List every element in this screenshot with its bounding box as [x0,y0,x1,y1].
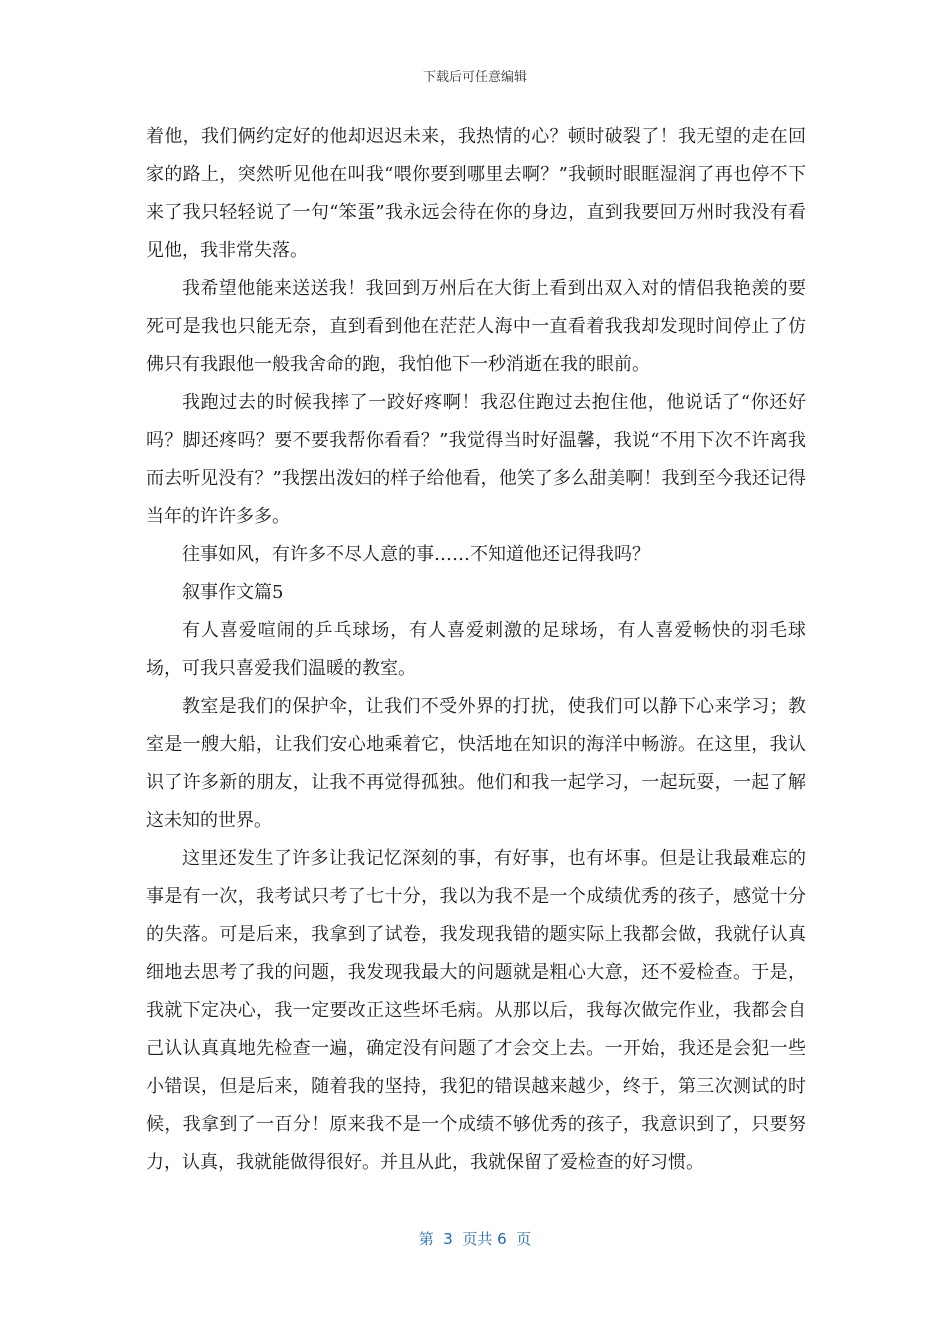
paragraph-4: 往事如风，有许多不尽人意的事……不知道他还记得我吗？ [182,544,650,565]
paragraph-2: 我希望他能来送送我！我回到万州后在大街上看到出双入对的情侣我艳羡的要死可是我也只能无奈，直到看到他在茫茫人海中一直看着我我却发现时间停止了仿佛只有我跟他一般我舍命的跑，我怕他下一秒消逝在我的眼前。 [146,278,806,375]
document-body [146,118,806,1182]
paragraph-1: 着他，我们俩约定好的他却迟迟未来，我热情的心？顿时破裂了！我无望的走在回家的路上，突然听见他在叫我“喂你要到哪里去啊？”我顿时眼眶湿润了再也停不下来了我只轻轻说了一句“笨蛋”我永远会待在你的身边，直到我要回万州时我没有看见他，我非常失落。 [146,126,806,261]
page-header: 下载后可任意编辑 [422,70,527,85]
paragraph-3: 我跑过去的时候我摔了一跤好疼啊！我忍住跑过去抱住他，他说话了“你还好吗？脚还疼吗？要不要我帮你看看？”我觉得当时好温馨，我说“不用下次不许离我而去听见没有？”我摆出泼妇的样子给他看，他笑了多么甜美啊！我到至今我还记得当年的许许多多。 [146,392,806,527]
page-footer: 第 3 页共 6 页 [418,1230,532,1248]
paragraph-6: 教室是我们的保护伞，让我们不受外界的打扰，使我们可以静下心来学习；教室是一艘大船，让我们安心地乘着它，快活地在知识的海洋中畅游。在这里，我认识了许多新的朋友，让我不再觉得孤独。他们和我一起学习，一起玩耍，一起了解这未知的世界。 [146,696,806,831]
paragraph-7: 这里还发生了许多让我记忆深刻的事，有好事，也有坏事。但是让我最难忘的事是有一次，我考试只考了七十分，我以为我不是一个成绩优秀的孩子，感觉十分的失落。可是后来，我拿到了试卷，我发现我错的题实际上我都会做，我就仔认真细地去思考了我的问题，我发现我最大的问题就是粗心大意，还不爱检查。于是，我就下定决心，我一定要改正这些坏毛病。从那以后，我每次做完作业，我都会自己认认真真地先检查一遍，确定没有问题了才会交上去。一开始，我还是会犯一些小错误，但是后来，随着我的坚持，我犯的错误越来越少，终于，第三次测试的时候，我拿到了一百分！原来我不是一个成绩不够优秀的孩子，我意识到了，只要努力，认真，我就能做得很好。并且从此，我就保留了爱检查的好习惯。 [146,848,806,1173]
paragraph-5: 有人喜爱喧闹的乒乓球场，有人喜爱刺激的足球场，有人喜爱畅快的羽毛球场，可我只喜爱我们温暖的教室。 [146,620,806,679]
section-heading: 叙事作文篇5 [182,582,284,603]
